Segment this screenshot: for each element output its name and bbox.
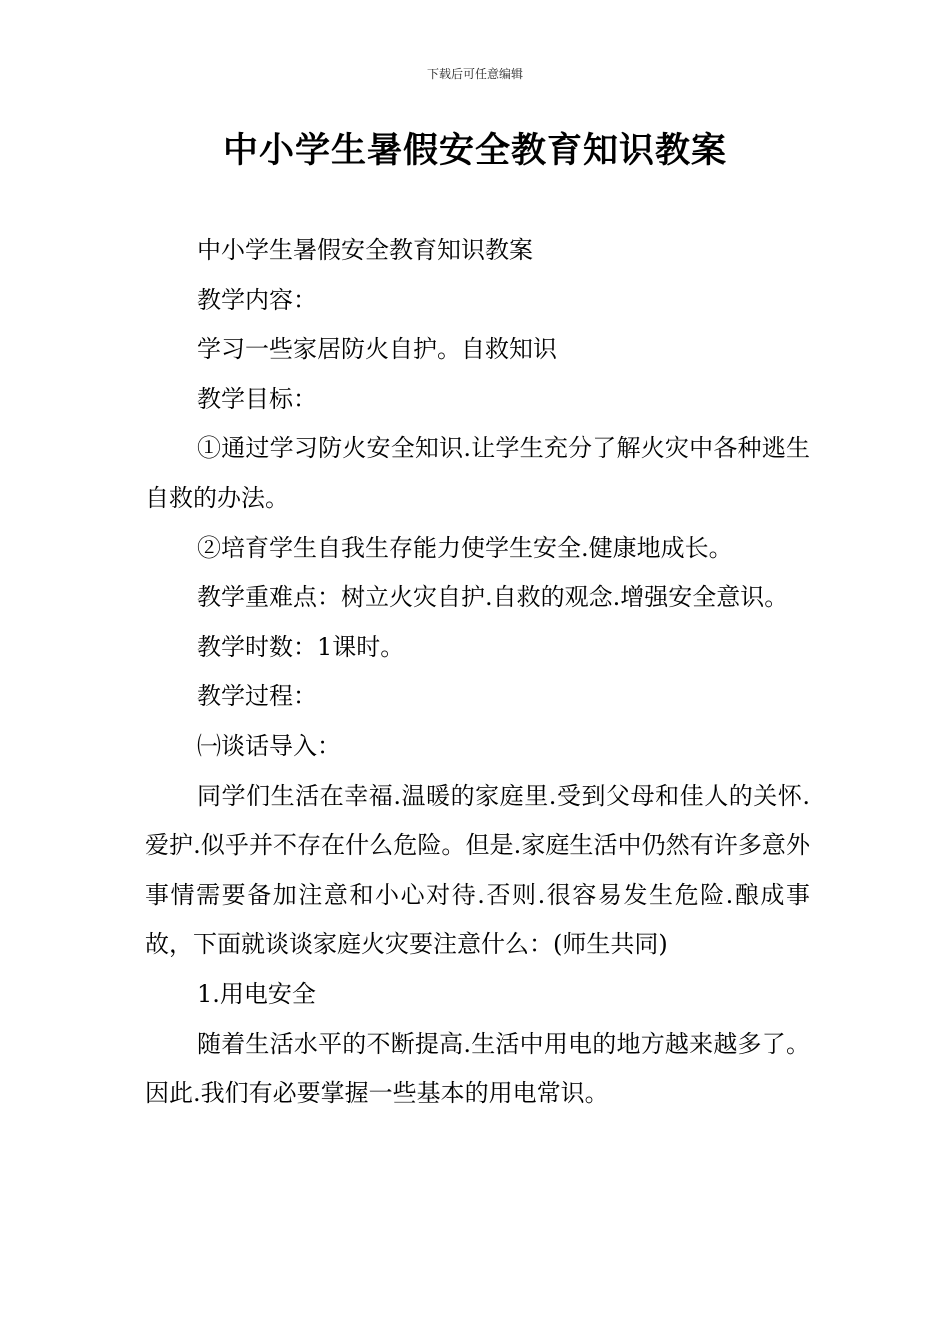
paragraph: ㈠谈话导入：	[197, 731, 341, 760]
paragraph: 学习一些家居防火自护。自救知识	[197, 335, 557, 364]
page-header-note: 下载后可任意编辑	[426, 67, 523, 81]
paragraph: 教学内容：	[197, 285, 317, 314]
paragraph: 中小学生暑假安全教育知识教案	[197, 236, 533, 264]
paragraph: ②培育学生自我生存能力使学生安全.健康地成长。	[197, 533, 733, 562]
paragraph: 1.用电安全	[197, 979, 316, 1008]
paragraph: 同学们生活在幸福.温暖的家庭里.受到父母和佳人的关怀.爱护.似乎并不存在什么危险。但是.家庭生活中仍然有许多意外事情需要备加注意和小心对待.否则.很容易发生危险.酿成事故，下面就谈谈家庭火灾要注意什么：(师生共同)	[145, 781, 810, 959]
document-title: 中小学生暑假安全教育知识教案	[222, 130, 727, 171]
paragraph: 教学时数：1课时。	[197, 632, 405, 661]
paragraph: ①通过学习防火安全知识.让学生充分了解火灾中各种逃生自救的办法。	[145, 434, 810, 512]
document-body	[145, 226, 810, 1119]
paragraph: 教学目标：	[197, 384, 317, 413]
paragraph: 教学过程：	[197, 682, 317, 711]
paragraph: 随着生活水平的不断提高.生活中用电的地方越来越多了。因此.我们有必要掌握一些基本的用电常识。	[145, 1029, 810, 1108]
paragraph: 教学重难点：树立火灾自护.自救的观念.增强安全意识。	[197, 583, 789, 612]
